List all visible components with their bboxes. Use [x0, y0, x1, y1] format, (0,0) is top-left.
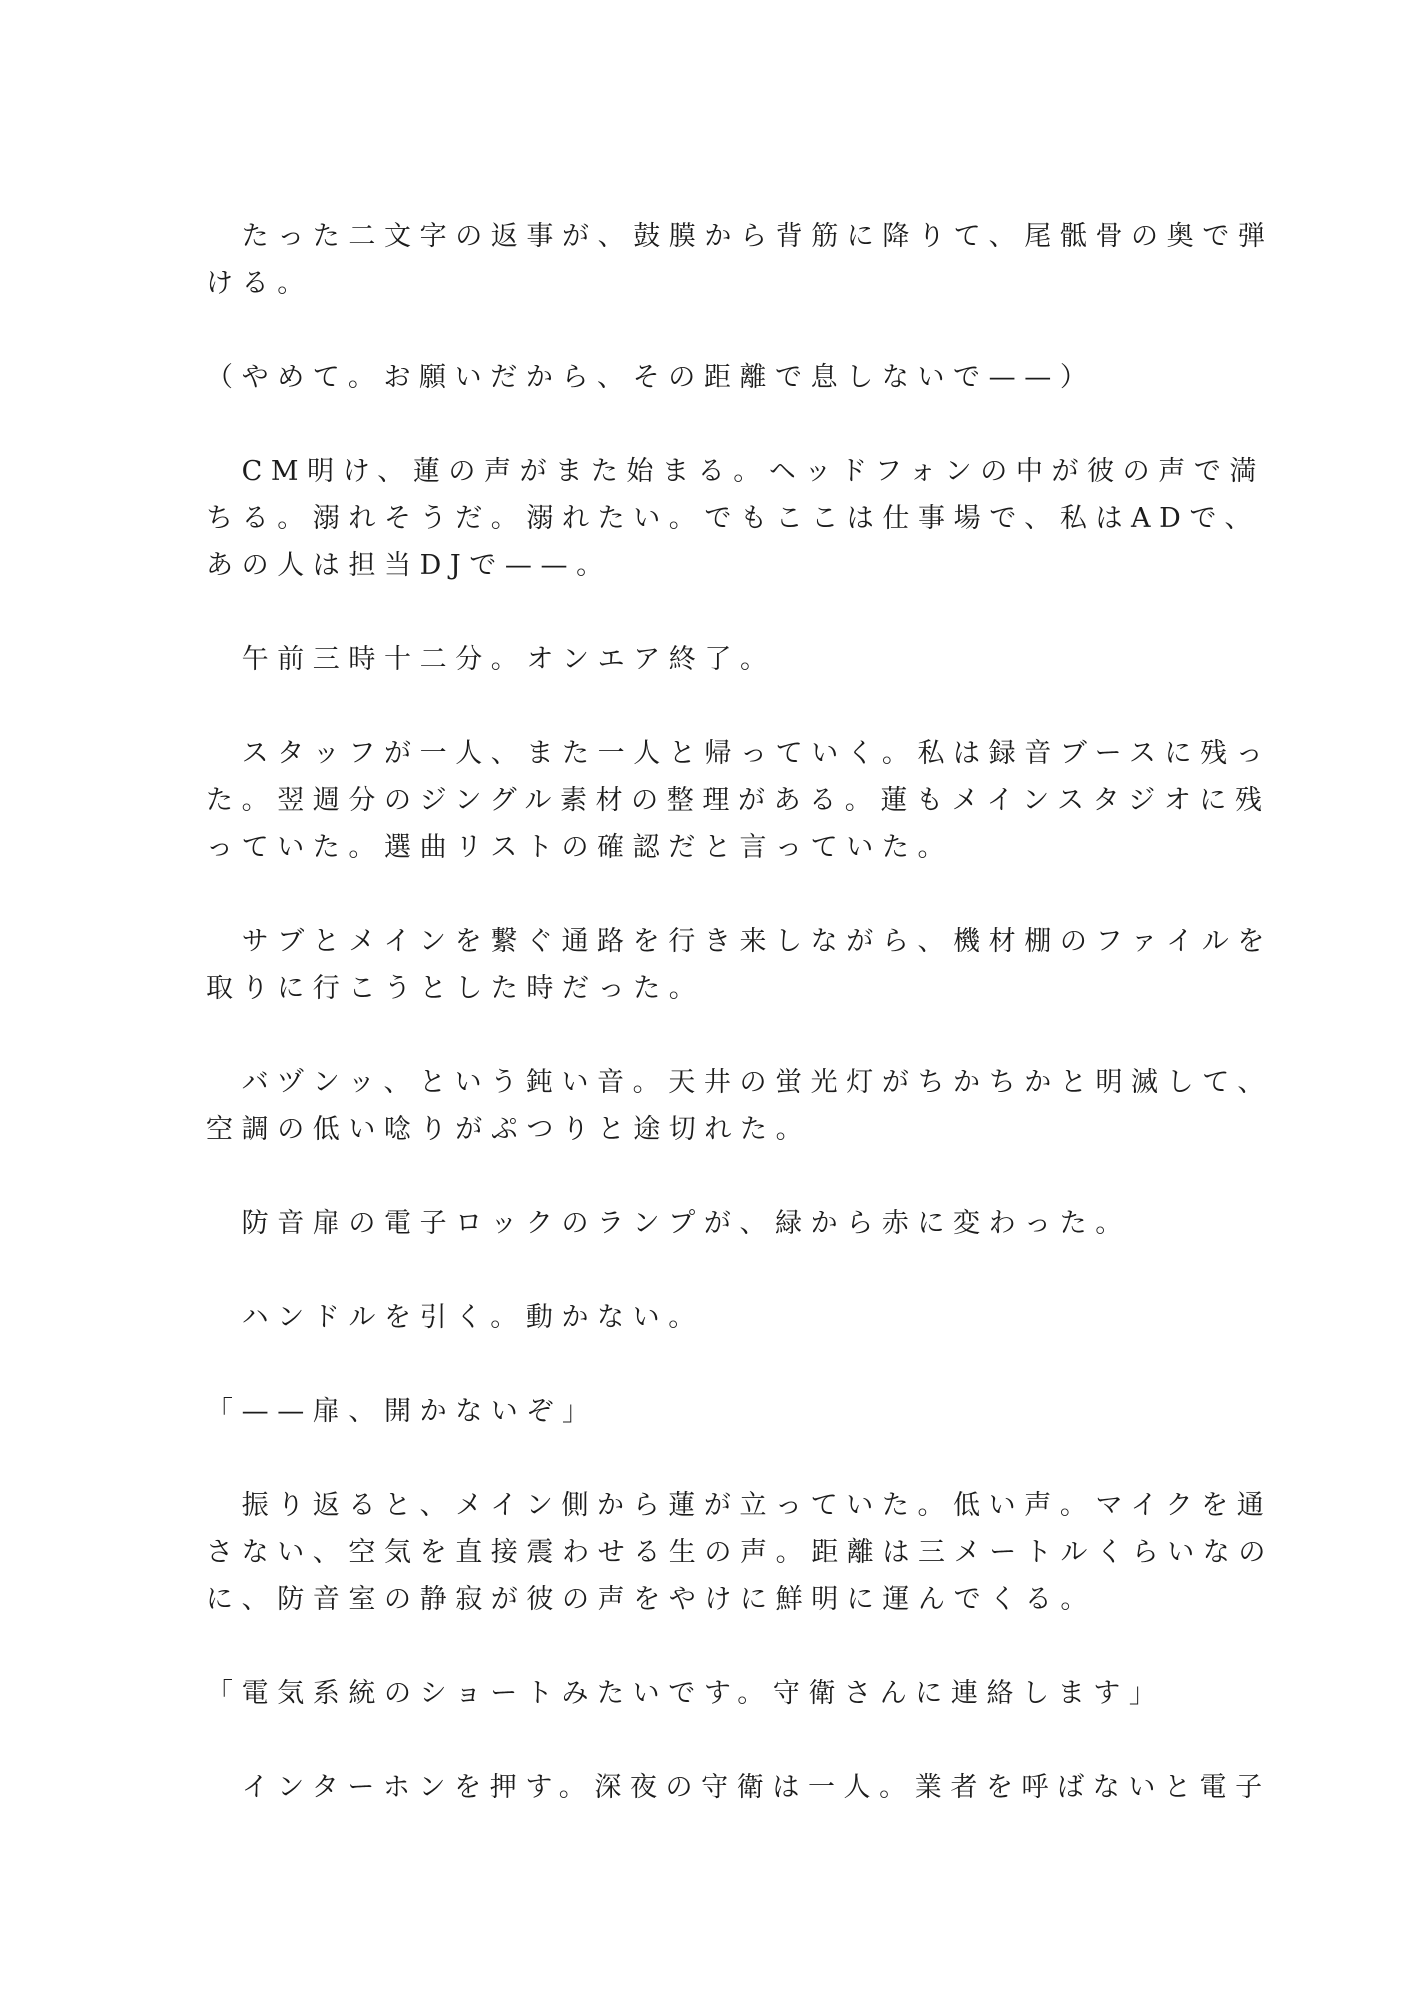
text-line: CM明け、蓮の声がまた始まる。ヘッドフォンの中が彼の声で満 [206, 456, 1266, 487]
text-line: 午前三時十二分。オンエア終了。 [206, 644, 776, 675]
text-line: あの人は担当DJで——。 [206, 550, 612, 581]
text-line: 振り返ると、メイン側から蓮が立っていた。低い声。マイクを通 [206, 1490, 1273, 1521]
text-line: ハンドルを引く。動かない。 [206, 1302, 704, 1333]
paragraph [206, 1388, 1176, 1435]
text-line: サブとメインを繋ぐ通路を行き来しながら、機材棚のファイルを [206, 926, 1273, 957]
paragraph [206, 354, 1176, 401]
text-line: 防音扉の電子ロックのランプが、緑から赤に変わった。 [206, 1208, 1131, 1239]
text-line: ける。 [206, 268, 313, 299]
text-line: インターホンを押す。深夜の守衛は一人。業者を呼ばないと電子 [206, 1772, 1271, 1803]
paragraph [206, 730, 1272, 871]
text-line: スタッフが一人、また一人と帰っていく。私は録音ブースに残っ [206, 738, 1272, 769]
text-line: 「電気系統のショートみたいです。守衛さんに連絡します」 [206, 1678, 1165, 1709]
paragraph [206, 213, 1274, 307]
paragraph [206, 1294, 1176, 1341]
paragraph [206, 448, 1266, 589]
text-line: ちる。溺れそうだ。溺れたい。でもここは仕事場で、私はADで、 [206, 503, 1261, 534]
text-line: バヅンッ、という鈍い音。天井の蛍光灯がちかちかと明滅して、 [206, 1067, 1273, 1098]
text-line: 「——扉、開かないぞ」 [206, 1396, 598, 1427]
text-line: た。翌週分のジングル素材の整理がある。蓮もメインスタジオに残 [206, 785, 1271, 816]
paragraph [206, 1670, 1176, 1717]
paragraph [206, 1059, 1273, 1153]
text-line: に、防音室の静寂が彼の声をやけに鮮明に運んでくる。 [206, 1584, 1096, 1615]
paragraph [206, 1482, 1274, 1623]
text-line: 取りに行こうとした時だった。 [206, 973, 705, 1004]
paragraph [206, 918, 1273, 1012]
text-line: （やめて。お願いだから、その距離で息しないで——） [206, 362, 1096, 393]
text-line: っていた。選曲リストの確認だと言っていた。 [206, 832, 954, 863]
body-text [206, 213, 1274, 1811]
paragraph [206, 1764, 1271, 1811]
text-line: たった二文字の返事が、鼓膜から背筋に降りて、尾骶骨の奥で弾 [206, 221, 1274, 252]
paragraph [206, 636, 1176, 683]
text-line: 空調の低い唸りがぷつりと途切れた。 [206, 1114, 812, 1145]
paragraph [206, 1200, 1176, 1247]
text-line: さない、空気を直接震わせる生の声。距離は三メートルくらいなの [206, 1537, 1274, 1568]
